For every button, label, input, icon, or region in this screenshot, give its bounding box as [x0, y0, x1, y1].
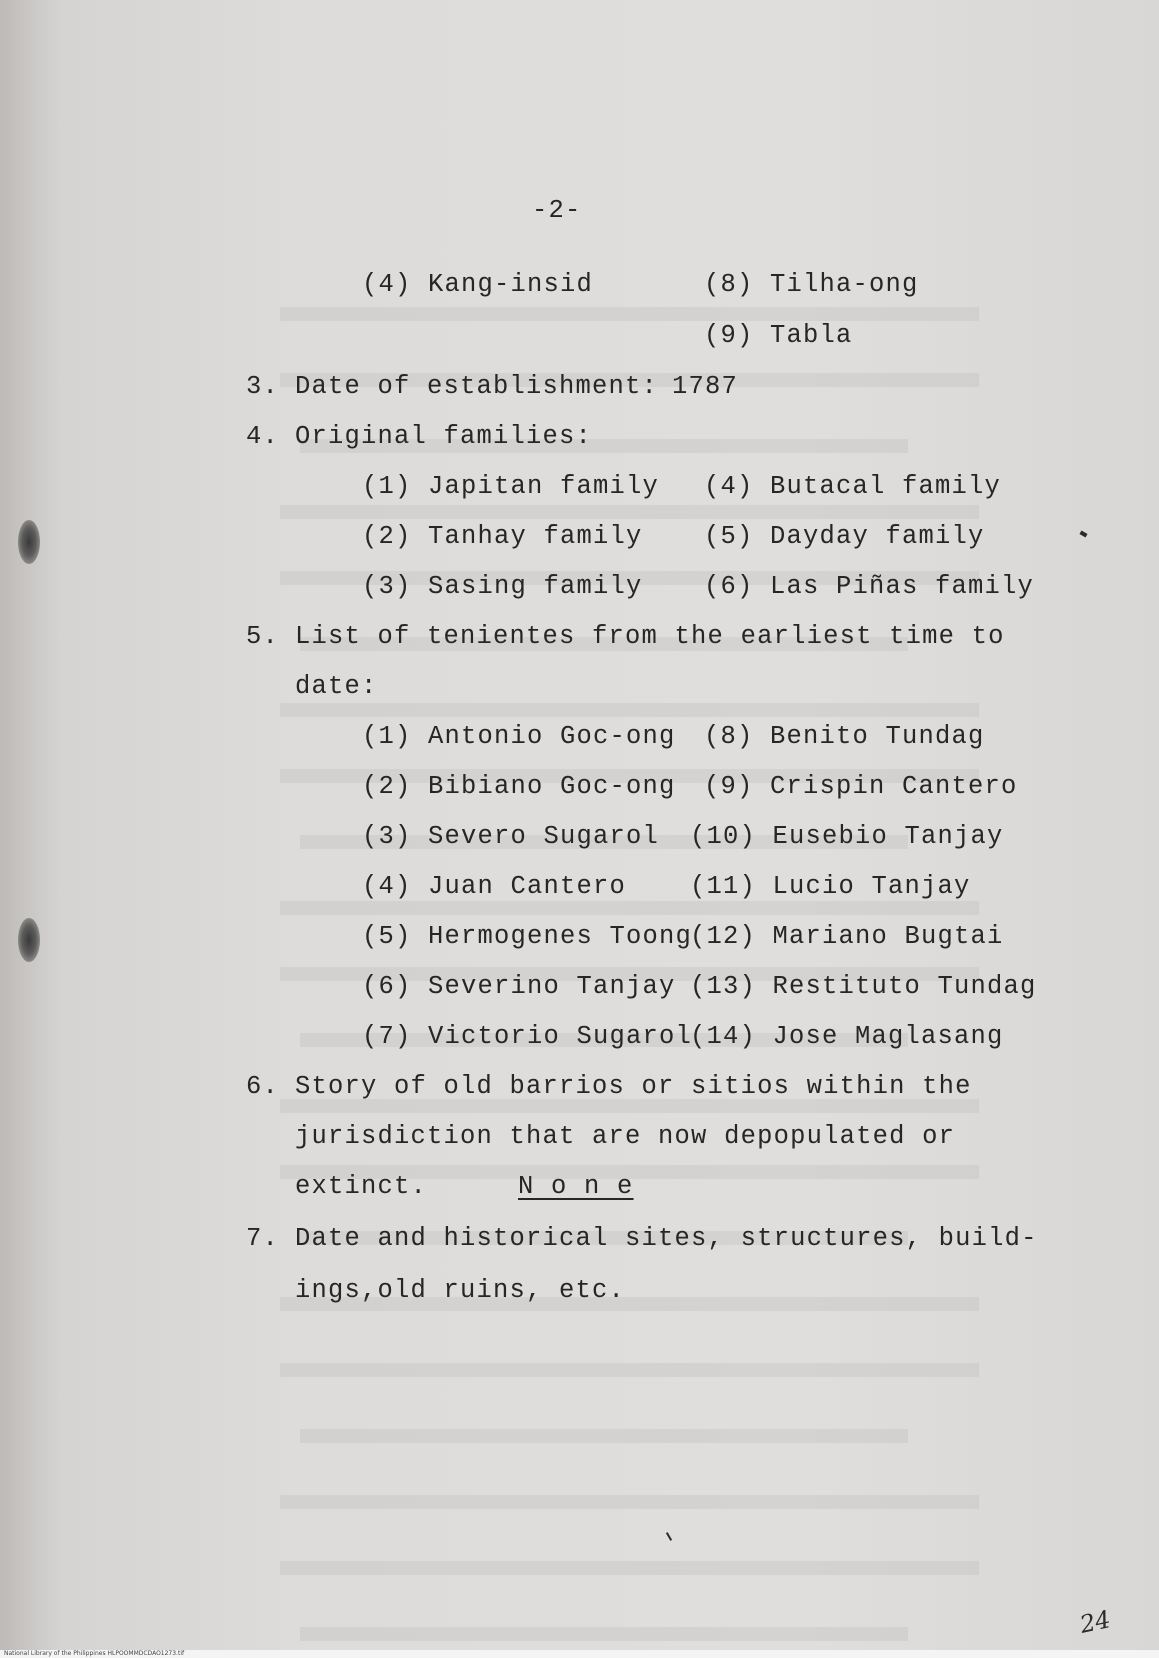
family-item: (3) Sasing family [362, 572, 643, 601]
item-5-number: 5. [246, 622, 280, 651]
item-3-text: Date of establishment: [295, 372, 659, 401]
teniente-item: (8) Benito Tundag [704, 722, 985, 751]
page-number: -2- [532, 196, 582, 225]
family-item: (6) Las Piñas family [704, 572, 1035, 601]
establishment-year: 1787 [672, 372, 739, 401]
teniente-item: (3) Severo Sugarol [362, 822, 660, 851]
item-7-line1: Date and historical sites, structures, build- [295, 1224, 1038, 1253]
ink-speck [666, 1532, 672, 1541]
teniente-item: (2) Bibiano Goc-ong [362, 772, 676, 801]
teniente-item: (7) Victorio Sugarol [362, 1022, 693, 1051]
binding-hole [18, 520, 40, 564]
teniente-item: (13) Restituto Tundag [690, 972, 1037, 1001]
teniente-item: (5) Hermogenes Toong [362, 922, 693, 951]
item-5-line1: List of tenientes from the earliest time to [295, 622, 1005, 651]
barrio-item: (8) Tilha-ong [704, 270, 919, 299]
item-6-line3: extinct. [295, 1172, 428, 1201]
item-6-line1: Story of old barrios or sitios within the [295, 1072, 972, 1101]
item-7-number: 7. [246, 1224, 280, 1253]
item-3-number: 3. [246, 372, 280, 401]
family-item: (2) Tanhay family [362, 522, 643, 551]
item-7-line2: ings,old ruins, etc. [295, 1276, 626, 1305]
item-6-line2: jurisdiction that are now depopulated or [295, 1122, 956, 1151]
barrio-item: (9) Tabla [704, 321, 853, 350]
teniente-item: (9) Crispin Cantero [704, 772, 1018, 801]
ink-speck [1079, 531, 1087, 538]
family-item: (1) Japitan family [362, 472, 660, 501]
handwritten-page-mark: 24 [1077, 1605, 1114, 1639]
teniente-item: (11) Lucio Tanjay [690, 872, 971, 901]
item-4-text: Original families: [295, 422, 593, 451]
binding-hole [18, 918, 40, 962]
barrio-item: (4) Kang-insid [362, 270, 594, 299]
item-5-line2: date: [295, 672, 378, 701]
teniente-item: (6) Severino Tanjay [362, 972, 676, 1001]
teniente-item: (14) Jose Maglasang [690, 1022, 1004, 1051]
item-6-answer: N o n e [518, 1172, 634, 1201]
archive-footer: National Library of the Philippines HLPOOMMDCDAO1273.tif [0, 1650, 1159, 1658]
teniente-item: (10) Eusebio Tanjay [690, 822, 1004, 851]
teniente-item: (1) Antonio Goc-ong [362, 722, 676, 751]
family-item: (4) Butacal family [704, 472, 1002, 501]
teniente-item: (4) Juan Cantero [362, 872, 627, 901]
item-6-number: 6. [246, 1072, 280, 1101]
item-4-number: 4. [246, 422, 280, 451]
family-item: (5) Dayday family [704, 522, 985, 551]
teniente-item: (12) Mariano Bugtai [690, 922, 1004, 951]
